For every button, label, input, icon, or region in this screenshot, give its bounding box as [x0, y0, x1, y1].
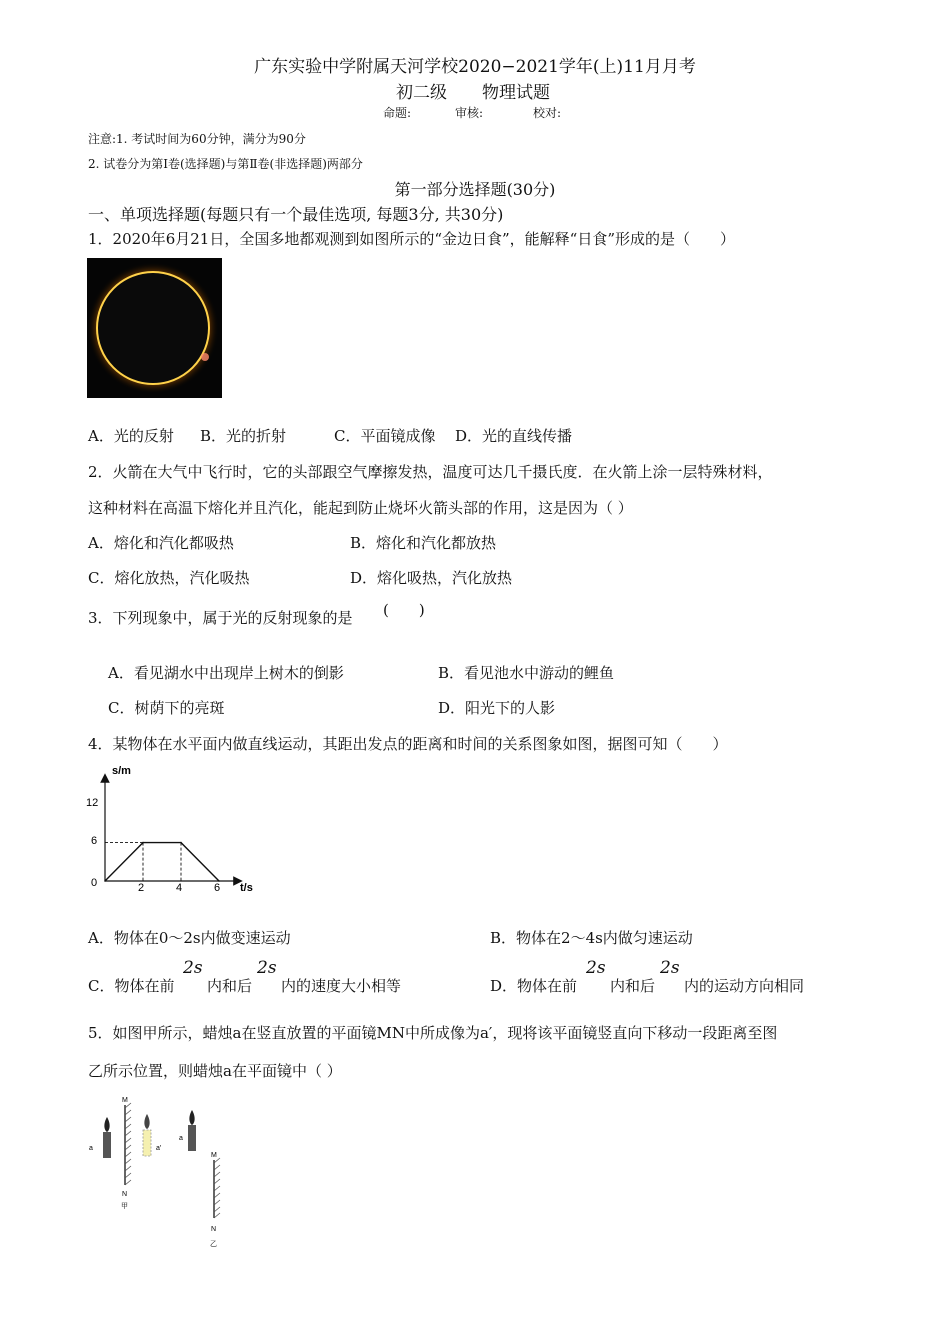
fig1-mirror-n: N	[122, 1191, 128, 1198]
q4-option-c-formula-1: 2s	[183, 958, 203, 978]
candle-a1-label: a	[89, 1145, 93, 1152]
q4-option-c-pre: C．物体在前	[88, 977, 175, 995]
graph-ytick-12: 12	[86, 797, 99, 809]
role-proofreader: 校对:	[533, 106, 562, 120]
q4-option-c-formula-2: 2s	[257, 958, 277, 978]
role-setter: 命题:	[383, 106, 412, 120]
q4-option-c-mid: 内和后	[207, 977, 253, 995]
part1-title: 第一部分选择题(30分)	[394, 180, 556, 199]
subject-label: 物理试题	[482, 83, 550, 103]
q4-option-d-formula-2: 2s	[660, 958, 680, 978]
candle-image	[143, 1114, 151, 1156]
candle-a2-label: a	[179, 1135, 183, 1142]
q3-stem: 3．下列现象中，属于光的反射现象的是	[88, 609, 353, 627]
note-1: 注意:1. 考试时间为60分钟，满分为90分	[88, 132, 306, 146]
q4-option-b: B．物体在2～4s内做匀速运动	[490, 929, 693, 947]
fig1-mirror-m: M	[122, 1097, 128, 1104]
q3-option-a: A．看见湖水中出现岸上树木的倒影	[108, 664, 344, 682]
role-reviewer: 审核:	[455, 106, 484, 120]
candle-a1	[103, 1117, 111, 1158]
graph-ylabel: s/m	[112, 765, 131, 777]
candle-a2	[188, 1110, 196, 1151]
q4-option-d-mid: 内和后	[610, 977, 656, 995]
graph-point-1	[142, 842, 144, 844]
graph-ytick-0: 0	[91, 877, 98, 889]
q5-stem-line2: 乙所示位置，则蜡烛a在平面镜中（ ）	[88, 1062, 342, 1080]
eclipse-image	[87, 258, 222, 398]
graph-point-3	[218, 880, 220, 882]
q3-option-b: B．看见池水中游动的鲤鱼	[438, 664, 615, 682]
q3-option-c: C．树荫下的亮斑	[108, 699, 225, 717]
distance-time-graph	[80, 760, 270, 900]
q2-stem-line1: 2．火箭在大气中飞行时，它的头部跟空气摩擦发热，温度可达几千摄氏度．在火箭上涂一层特殊材料，	[88, 463, 773, 481]
q4-option-d-post: 内的运动方向相同	[684, 977, 805, 995]
fig1-label: 甲	[121, 1203, 128, 1210]
q4-option-d-pre: D．物体在前	[490, 977, 578, 995]
q3-bracket: ( )	[383, 601, 425, 619]
q3-option-d: D．阳光下的人影	[438, 699, 556, 717]
q4-option-c-post: 内的速度大小相等	[281, 977, 402, 995]
q1-stem: 1．2020年6月21日，全国多地都观测到如图所示的“金边日食”，能解释“日食”形成的是（ ）	[88, 230, 736, 248]
note-2: 2. 试卷分为第I卷(选择题)与第Ⅱ卷(非选择题)两部分	[88, 157, 363, 171]
q2-option-c: C．熔化放热，汽化吸热	[88, 569, 250, 587]
graph-point-2	[180, 842, 182, 844]
graph-xtick-6: 6	[214, 882, 221, 894]
q1-option-b: B．光的折射	[200, 427, 287, 445]
candle-image-label: a′	[156, 1145, 162, 1152]
q2-option-d: D．熔化吸热，汽化放热	[350, 569, 513, 587]
graph-series-line	[105, 843, 219, 881]
q2-option-a: A．熔化和汽化都吸热	[88, 534, 234, 552]
q5-stem-line1: 5．如图甲所示，蜡烛a在竖直放置的平面镜MN中所成像为a′，现将该平面镜竖直向下移动一段距离至图	[88, 1024, 778, 1042]
q2-stem-line2: 这种材料在高温下熔化并且汽化，能起到防止烧坏火箭头部的作用，这是因为（ ）	[88, 499, 633, 517]
section1-title: 一、单项选择题(每题只有一个最佳选项, 每题3分, 共30分)	[88, 205, 504, 224]
fig2-label: 乙	[210, 1241, 217, 1248]
q1-option-c: C．平面镜成像	[334, 427, 436, 445]
exam-title: 广东实验中学附属天河学校2020−2021学年(上)11月月考	[254, 57, 696, 77]
fig2-mirror-m: M	[211, 1152, 217, 1159]
graph-xtick-4: 4	[176, 882, 183, 894]
graph-point-0	[104, 880, 106, 882]
q1-option-d: D．光的直线传播	[455, 427, 573, 445]
graph-ytick-6: 6	[91, 835, 98, 847]
fig2-mirror-n: N	[211, 1226, 217, 1233]
graph-xlabel: t/s	[240, 882, 253, 894]
q4-stem: 4．某物体在水平面内做直线运动，其距出发点的距离和时间的关系图象如图，据图可知（ ）	[88, 735, 728, 753]
q4-option-a: A．物体在0～2s内做变速运动	[88, 929, 291, 947]
q1-option-a: A．光的反射	[88, 427, 174, 445]
mirror-candle-figure	[85, 1090, 245, 1255]
graph-xtick-2: 2	[138, 882, 145, 894]
grade-label: 初二级	[396, 83, 447, 103]
q4-option-d-formula-1: 2s	[586, 958, 606, 978]
q2-option-b: B．熔化和汽化都放热	[350, 534, 497, 552]
